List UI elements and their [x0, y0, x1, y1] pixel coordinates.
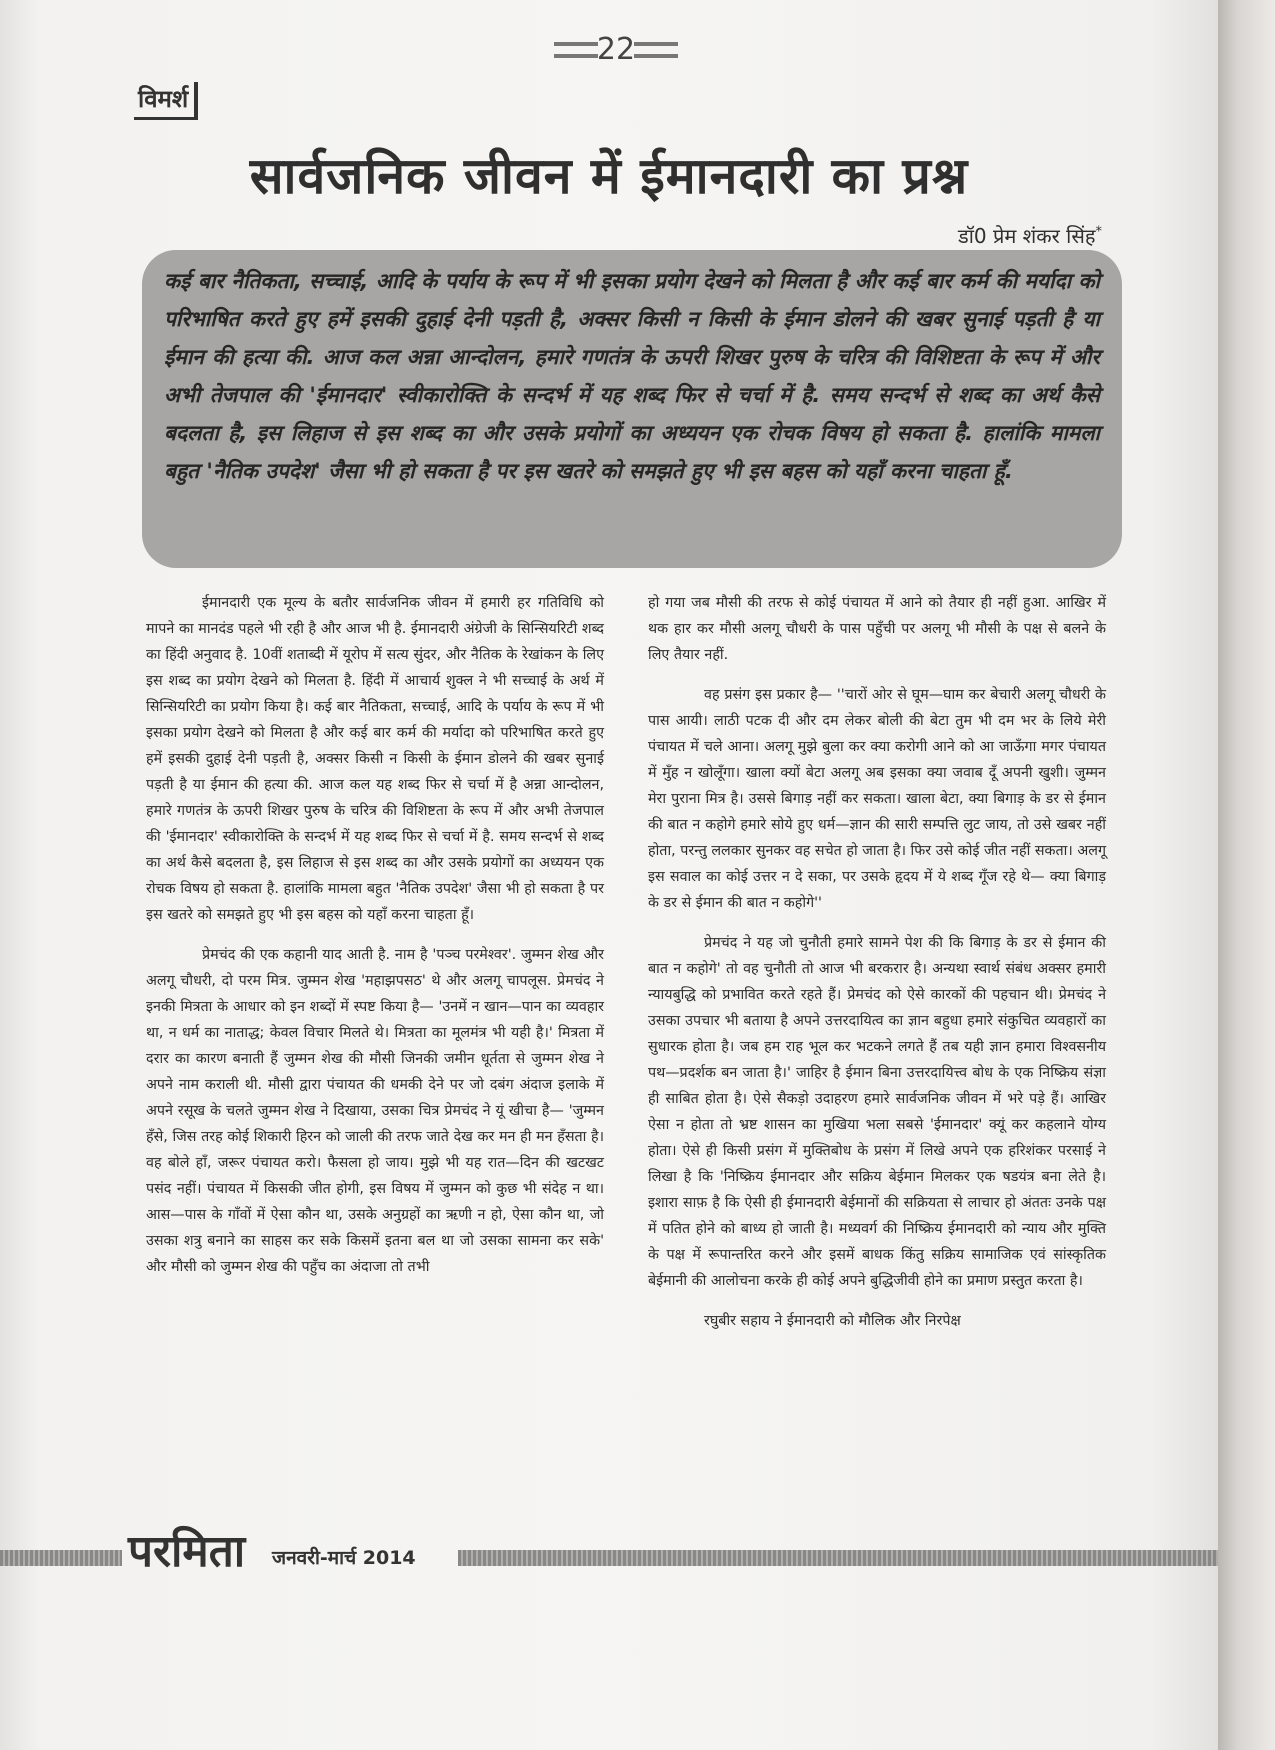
page-number-ornament	[554, 30, 674, 76]
author-line	[958, 222, 1102, 249]
paragraph: प्रेमचंद की एक कहानी याद आती है. नाम है 'पञ्च परमेश्वर'. जुम्मन शेख और अलगू चौधरी, दो परम मित्र. जुम्मन शेख 'महाझपसठ' थे और अलगू चापलूस. प्रेमचंद ने इनकी मित्रता के आधार को इन शब्दों में स्पष्ट किया है— 'उनमें न खान—पान का व्यवहार था, न धर्म का नाताद्ध; केवल विचार मिलते थे। मित्रता का मूलमंत्र भी यही है।' मित्रता में दरार का कारण बनाती हैं जुम्मन शेख की मौसी जिनकी जमीन धूर्तता से जुम्मन शेख ने अपने नाम कराली थी. मौसी द्वारा पंचायत की धमकी देने पर जो दबंग अंदाज इलाके में अपने रसूख के चलते जुम्मन शेख ने दिखाया, उसका चित्र प्रेमचंद ने यूं खीचा है— 'जुम्मन हँसे, जिस तरह कोई शिकारी हिरन को जाली की तरफ जाते देख कर मन ही मन हँसता है। वह बोले हाँ, जरूर पंचायत करो। फैसला हो जाय। मुझे भी यह रात—दिन की खटखट पसंद नहीं। पंचायत में किसकी जीत होगी, इस विषय में जुम्मन को कुछ भी संदेह न था। आस—पास के गाँवों में ऐसा कौन था, उसके अनुग्रहों का ऋणी न हो, ऐसा कौन था, जो उसका शत्रु बनाने का साहस कर सके किसमें इतना बल था जो उसका सामना कर सके' और मौसी को जुम्मन शेख की पहुँच का अंदाजा तो तभी	[146, 947, 604, 1275]
page-number: 22	[596, 32, 636, 67]
section-label: विमर्श	[134, 82, 198, 120]
right-column	[648, 590, 1106, 1334]
paragraph: प्रेमचंद ने यह जो चुनौती हमारे सामने पेश की कि बिगाड़ के डर से ईमान की बात न कहोगे' तो वह चुनौती तो आज भी बरकरार है। अन्यथा स्वार्थ संबंध अक्सर हमारी न्यायबुद्धि को प्रभावित करते रहते हैं। प्रेमचंद को ऐसे कारकों की पहचान थी। प्रेमचंद ने उसका उपचार भी बताया है अपने उत्तरदायित्व का ज्ञान बहुधा हमारे संकुचित व्यवहारों का सुधारक होता है। जब हम राह भूल कर भटकने लगते हैं तब यही ज्ञान हमारा विश्वसनीय पथ—प्रदर्शक बन जाता है।' जाहिर है ईमान बिना उत्तरदायित्त्व बोध के एक निष्क्रिय संज्ञा ही साबित होता है। ऐसे सैकड़ो उदाहरण हमारे सार्वजनिक जीवन में भरे पड़े हैं। आखिर ऐसा न होता तो भ्रष्ट शासन का मुखिया भला सबसे 'ईमानदार' क्यूं कर कहलाने योग्य होता। ऐसे ही किसी प्रसंग में मुक्तिबोध के प्रसंग में लिखे अपने एक हरिशंकर परसाई ने लिखा है कि 'निष्क्रिय ईमानदार और सक्रिय बेईमान मिलकर एक षडयंत्र बना लेते है। इशारा साफ़ है कि ऐसी ही ईमानदारी बेईमानों की सक्रियता से लाचार हो अंततः उनके पक्ष में पतित होने को बाध्य हो जाती है। मध्यवर्ग की निष्क्रिय ईमानदारी को न्याय और मुक्ति के पक्ष में रूपान्तरित करने और इसमें बाधक किंतु सक्रिय सामाजिक एवं सांस्कृतिक बेईमानी की आलोचना करके ही कोई अपने बुद्धिजीवी होने का प्रमाण प्रस्तुत करता है।	[648, 935, 1106, 1289]
magazine-name: परमिता	[128, 1526, 246, 1577]
page-edge-shadow	[1218, 0, 1275, 1750]
footer-rule-right	[458, 1550, 1218, 1566]
issue-date: जनवरी-मार्च 2014	[272, 1547, 416, 1569]
left-column	[146, 590, 604, 1294]
abstract-box: कई बार नैतिकता, सच्चाई, आदि के पर्याय के रूप में भी इसका प्रयोग देखने को मिलता है और कई बार कर्म की मर्यादा को परिभाषित करते हुए हमें इसकी दुहाई देनी पड़ती है, अक्सर किसी न किसी के ईमान डोलने की खबर सुनाई पड़ती है या ईमान की हत्या की. आज कल अन्ना आन्दोलन, हमारे गणतंत्र के ऊपरी शिखर पुरुष के चरित्र की विशिष्टता के रूप में और अभी तेजपाल की 'ईमानदार' स्वीकारोक्ति के सन्दर्भ में यह शब्द फिर से चर्चा में है. समय सन्दर्भ से शब्द का अर्थ कैसे बदलता है, इस लिहाज से इस शब्द का और उसके प्रयोगों का अध्ययन एक रोचक विषय हो सकता है. हालांकि मामला बहुत 'नैतिक उपदेश' जैसा भी हो सकता है पर इस खतरे को समझते हुए भी इस बहस को यहाँ करना चाहता हूँ.	[142, 250, 1122, 568]
author-name: डॉ0 प्रेम शंकर सिंह	[958, 224, 1096, 248]
paragraph: ईमानदारी एक मूल्य के बतौर सार्वजनिक जीवन में हमारी हर गतिविधि को मापने का मानदंड पहले भी रही है और आज भी है. ईमानदारी अंग्रेजी के सिन्सियरिटी शब्द का हिंदी अनुवाद है. 10वीं शताब्दी में यूरोप में सत्य सुंदर, और नैतिक के रेखांकन के लिए इस शब्द का प्रयोग देखने को मिलता है. हिंदी में आचार्य शुक्ल ने भी सच्चाई के अर्थ में सिन्सियरिटी का प्रयोग किया है। कई बार नैतिकता, सच्चाई, आदि के पर्याय के रूप में भी इसका प्रयोग देखने को मिलता है और कई बार कर्म की मर्यादा को परिभाषित करते हुए हमें इसकी दुहाई देनी पड़ती है, अक्सर किसी न किसी के ईमान डोलने की खबर सुनाई पड़ती है या ईमान की हत्या की. आज कल यह शब्द फिर से चर्चा में है अन्ना आन्दोलन, हमारे गणतंत्र के ऊपरी शिखर पुरुष के चरित्र की विशिष्टता के रूप में और अभी तेजपाल की 'ईमानदार' स्वीकारोक्ति के सन्दर्भ में यह शब्द फिर से चर्चा में है. समय सन्दर्भ से शब्द का अर्थ कैसे बदलता है, इस लिहाज से इस शब्द का और उसके प्रयोगों का अध्ययन एक रोचक विषय हो सकता है. हालांकि मामला बहुत 'नैतिक उपदेश' जैसा भी हो सकता है पर इस खतरे को समझते हुए भी इस बहस को यहाँ करना चाहता हूँ।	[146, 595, 604, 923]
paragraph: हो गया जब मौसी की तरफ से कोई पंचायत में आने को तैयार ही नहीं हुआ. आखिर में थक हार कर मौसी अलगू चौधरी के पास पहुँची पर अलगू भी मौसी के पक्ष से बलने के लिए तैयार नहीं.	[648, 595, 1106, 663]
footer-rule-left	[0, 1550, 122, 1566]
paragraph: रघुबीर सहाय ने ईमानदारी को मौलिक और निरपेक्ष	[704, 1313, 961, 1329]
author-footnote-mark: *	[1095, 224, 1102, 240]
article-title: सार्वजनिक जीवन में ईमानदारी का प्रश्न	[249, 147, 969, 205]
paragraph: वह प्रसंग इस प्रकार है— ''चारों ओर से घूम—घाम कर बेचारी अलगू चौधरी के पास आयी। लाठी पटक दी और दम लेकर बोली की बेटा तुम भी दम भर के लिये मेरी पंचायत में चले आना। अलगू मुझे बुला कर क्या करोगी आने को आ जाऊँगा मगर पंचायत में मुँह न खोलूँगा। खाला क्यों बेटा अलगू अब इसका क्या जवाब दूँ अपनी खुशी। जुम्मन मेरा पुराना मित्र है। उससे बिगाड़ नहीं कर सकता। खाला बेटा, क्या बिगाड़ के डर से ईमान की बात न कहोगे हमारे सोये हुए धर्म—ज्ञान की सारी सम्पत्ति लुट जाय, तो उसे खबर नहीं होता, परन्तु ललकार सुनकर वह सचेत हो जाता है। फिर उसे कोई जीत नहीं सकता। अलगू इस सवाल का कोई उत्तर न दे सका, पर उसके हृदय में ये शब्द गूँज रहे थे— क्या बिगाड़ के डर से ईमान की बात न कहोगे''	[648, 687, 1106, 911]
